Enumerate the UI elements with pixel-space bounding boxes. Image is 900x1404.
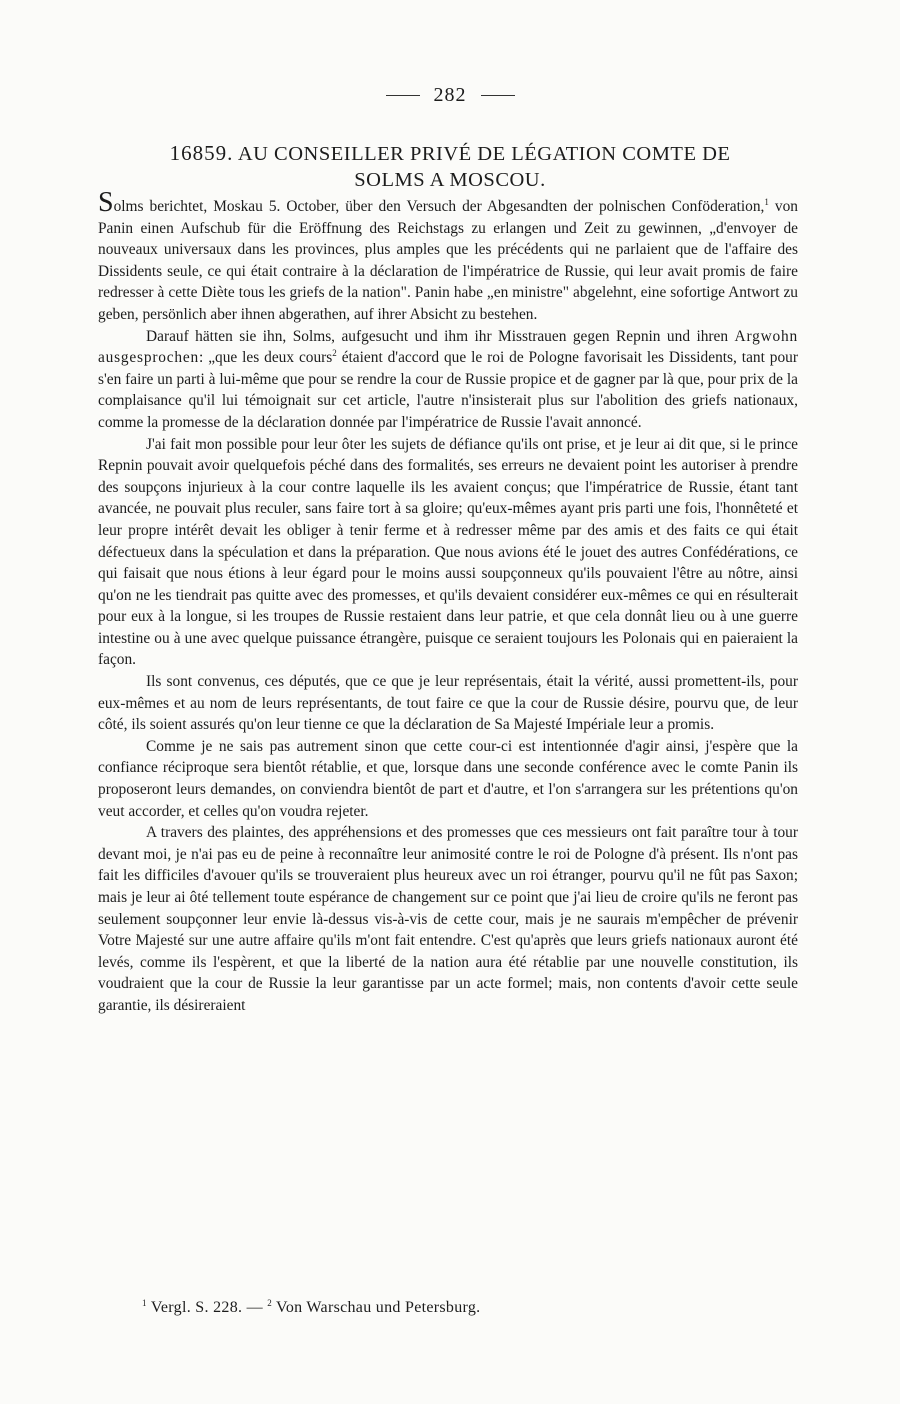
paragraph-3-text: J'ai fait mon possible pour leur ôter les sujets de défiance qu'ils ont prise, et je leur ai dit que, si le prince Repnin pouvait avoir quelquefois péché dans des formalités, ses erreurs ne devaient point les autoriser à prendre des soupçons injurieux à la cour contre laquelle ils les avaient conçus; que l'impératrice de Russie, étant tant avancée, ne pouvait plus reculer, sans faire tort à sa gloire; qu'eux-mêmes ayant pris parti une fois, l'honnêteté et leur propre intérêt devait les obliger à tenir ferme et à redresser même par des amis et des faits ce qui était défectueux dans la spéculation et dans la préparation. Que nous avions été le jouet des autres Confédérations, ce qui faisait que nous étions à leur égard pour le moins aussi soupçonneux qu'ils pouvaient l'être au nôtre, ainsi qu'on ne les tiendrait pas quitte avec des promesses, et qu'ils devaient considérer eux-mêmes ce qui en résulterait pour eux à la longue, si les troupes de Russie restaient dans leur patrie, et que cela donnât lieu ou à une guerre intestine ou à une avec quelque puissance étrangère, puisque ce seraient toujours les Polonais qui en paieraient la façon. xyxy=(98,435,798,669)
paragraph-3 xyxy=(98,434,798,672)
page-header xyxy=(0,84,900,107)
paragraph-5-text: Comme je ne sais pas autrement sinon que cette cour-ci est intentionnée d'agir ainsi, j'espère que la confiance réciproque sera bientôt rétablie, et que, lorsque dans une seconde conférence avec le comte Panin ils proposeront leurs demandes, on conviendra bientôt de part et d'autre, et l'on s'arrangera sur les prétentions qu'on veut accorder, et celles qu'on voudra rejeter. xyxy=(98,737,798,820)
letter-heading xyxy=(138,140,762,193)
paragraph-4-text: Ils sont convenus, ces députés, que ce que je leur représentais, était la vérité, aussi promettent-ils, pour eux-mêmes et au nom de leurs représentants, de tout faire ce que la cour de Russie désire, pourvu que, de leur côté, ils soient assurés qu'on leur tienne ce que la déclaration de Sa Majesté Impériale leur a promis. xyxy=(98,673,798,734)
footnote-1-text: Vergl. S. 228. — xyxy=(146,1299,268,1316)
letter-title: AU CONSEILLER PRIVÉ DE LÉGATION COMTE DE SOLMS A MOSCOU. xyxy=(237,143,731,191)
footnote-2-marker: 2 xyxy=(267,1298,273,1308)
footnote-marker-1: 1 xyxy=(764,197,769,207)
letter-number: 16859. xyxy=(169,141,234,165)
paragraph-6-text: A travers des plaintes, des appréhensions et des promesses que ces messieurs ont fait paraître tour à tour devant moi, je n'ai pas eu de peine à reconnaître leur animosité contre le roi de Pologne d'à présent. Ils n'ont pas fait les difficiles d'avouer qu'ils se trouveraient plus heureux avec un roi étranger, pourvu qu'il ne fût pas Saxon; mais je leur ai ôté tellement toute espérance de changement sur ce point que j'ai lieu de croire qu'ils ne feront pas seulement soupçonner leur envie là-dessus vis-à-vis de cette cour, mais je ne saurais m'empêcher de prévenir Votre Majesté sur une autre affaire qu'ils m'ont fait entendre. C'est qu'après que leurs griefs nationaux auront été levés, comme ils l'espèrent, et que la liberté de la nation aura été rétablie par une nouvelle constitution, ils voudraient que la cour de Russie la leur garantisse par un acte formel; mais, non contents d'avoir cette seule garantie, ils désireraient xyxy=(98,824,798,1014)
footnote-2-text: Von Warschau und Petersburg. xyxy=(272,1299,481,1316)
paragraph-4 xyxy=(98,671,798,736)
paragraph-2-spaced-text: Argwohn ausgesprochen xyxy=(98,327,798,367)
header-dash-right xyxy=(481,95,515,96)
paragraph-6 xyxy=(98,822,798,1016)
paragraph-1-text-b: von Panin einen Aufschub für die Eröffnung des Reichstags zu erlangen und Zeit zu gewinnen, „d'envoyer de nouveaux universaux dans les provinces, plus amples que les précédents qui ne parlaient que de l'affaire des Dissidents seule, ce qui était contraire à la déclaration de l'impératrice de Russie, qui leur avait promis de faire redresser à cette Diète tous les griefs de la nation". Panin habe „en ministre" abgelehnt, eine sofortige Antwort zu geben, persönlich aber ihnen abgerathen, auf ihrer Absicht zu bestehen. xyxy=(98,198,798,323)
paragraph-2-text-a: Darauf hätten sie ihn, Solms, aufgesucht und ihm ihr Misstrauen gegen Repnin und ihren xyxy=(146,327,729,345)
paragraph-1-text-a: olms berichtet, Moskau 5. October, über den Versuch der Abgesandten der polnischen Conföderation, xyxy=(113,198,765,215)
footnotes xyxy=(142,1297,782,1319)
paragraph-5 xyxy=(98,736,798,822)
footnote-1-marker: 1 xyxy=(142,1298,147,1308)
letter-body xyxy=(98,187,798,1017)
drop-cap: S xyxy=(98,187,114,218)
paragraph-1 xyxy=(98,187,798,326)
footnote-marker-2: 2 xyxy=(332,348,337,359)
paragraph-2-text-b: : „que les deux cours xyxy=(199,349,333,367)
header-dash-left xyxy=(386,95,420,96)
paragraph-2-text-c: étaient d'accord que le roi de Pologne favorisait les Dissidents, tant pour s'en faire un parti à lui-même que pour se rendre la cour de Russie propice et de gagner par là que, pour prix de la complaisance qu'il lui témoignait sur cet article, l'autre n'insisterait plus sur l'abolition des griefs nationaux, comme la promesse de la déclaration donnée par l'impératrice de Russie l'avait annoncé. xyxy=(98,349,798,431)
paragraph-2 xyxy=(98,326,798,434)
page-number: 282 xyxy=(433,84,467,106)
